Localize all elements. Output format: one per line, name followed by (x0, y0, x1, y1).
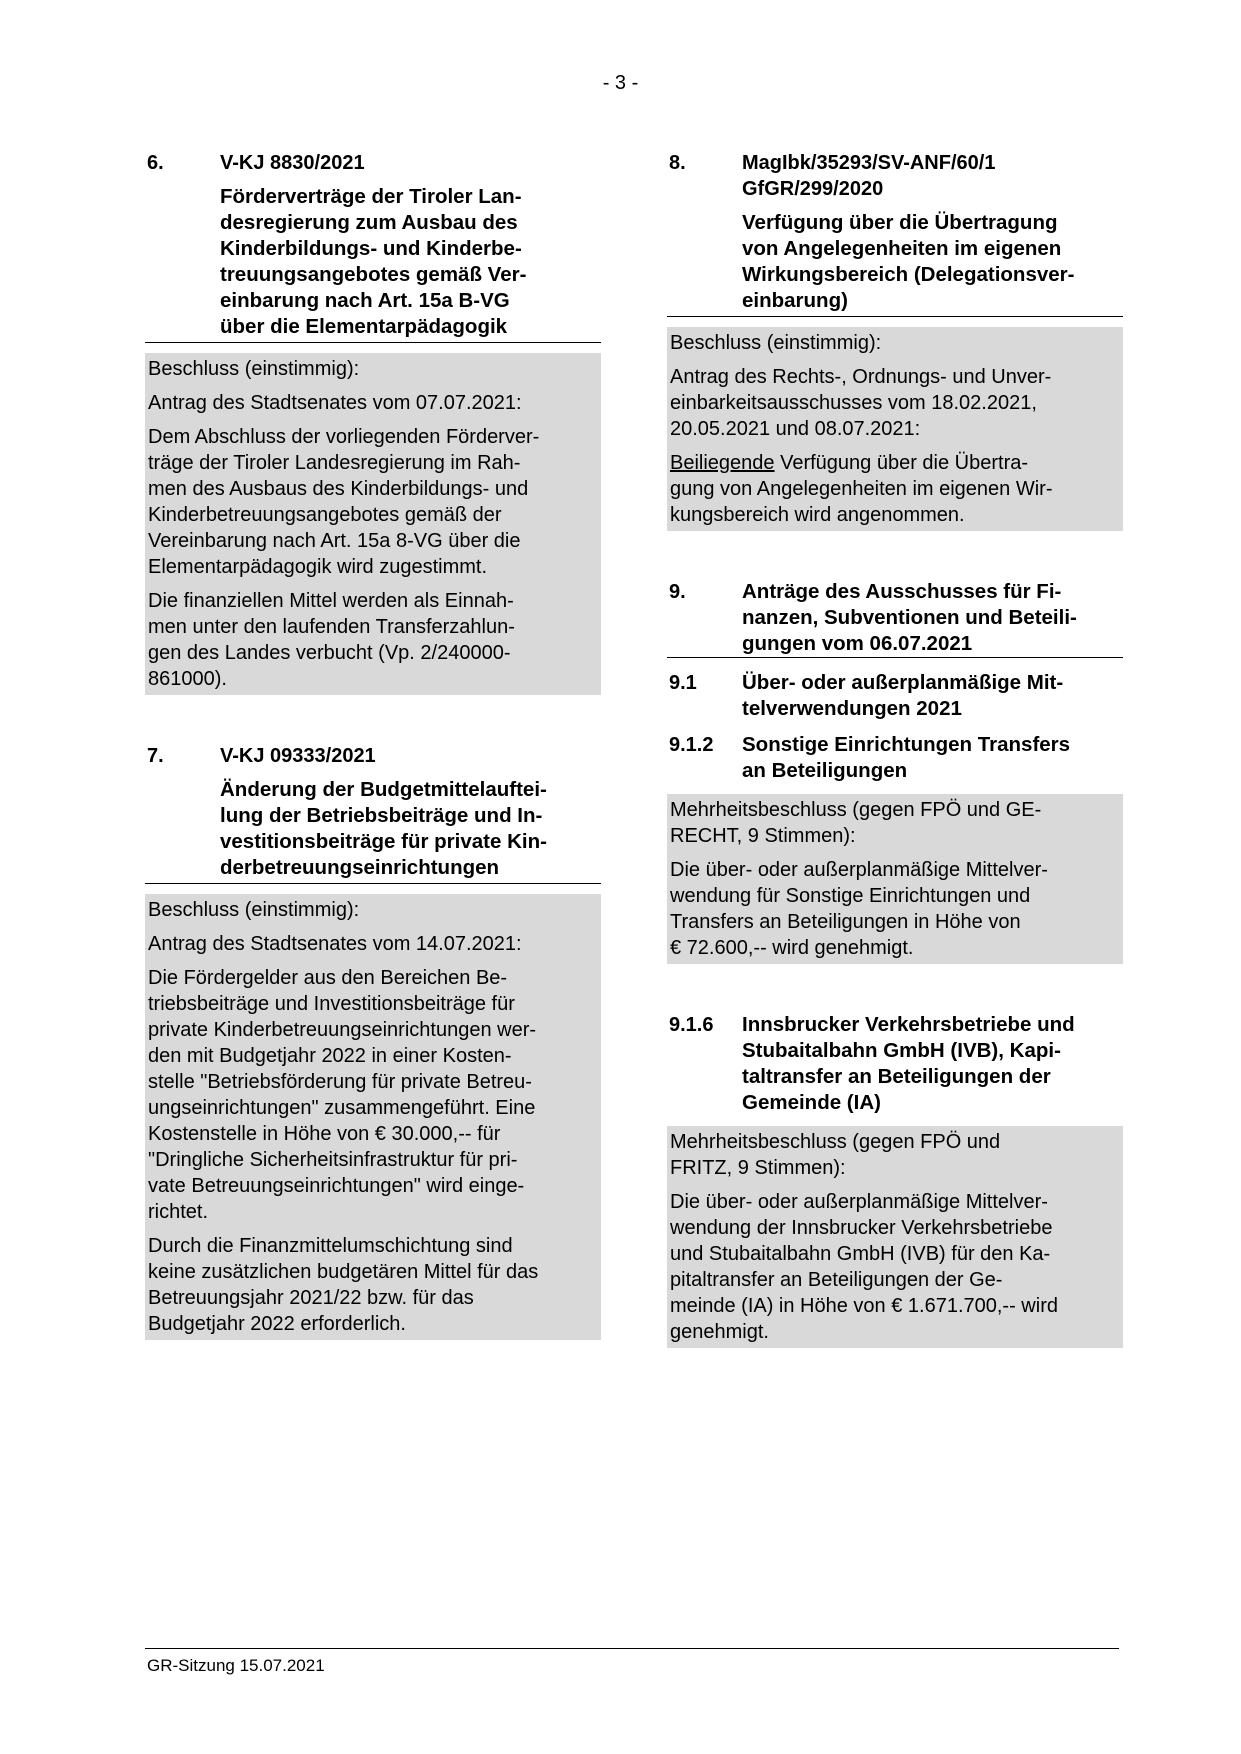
resolution-text: Die über- oder außerplanmäßige Mittelver- wendung für Sonstige Einrichtungen und Transfers an Beteiligungen in Höhe von € 72.600,-- wird genehmigt. (670, 859, 1048, 959)
subitem-title: Über- oder außerplanmäßige Mit- telverwendungen 2021 (742, 671, 1064, 720)
footer-text: GR-Sitzung 15.07.2021 (147, 1656, 325, 1675)
item-number: 6. (147, 152, 164, 174)
item-reference: V-KJ 09333/2021 (220, 745, 376, 767)
motion-label: Antrag des Stadtsenates vom 07.07.2021: (148, 392, 522, 414)
motion-label: Antrag des Rechts-, Ordnungs- und Unver- einbarkeitsausschusses vom 18.02.2021, 20.05.2021 und 08.07.2021: (670, 366, 1052, 440)
decision-label: Beschluss (einstimmig): (148, 899, 360, 921)
decision-label: Beschluss (einstimmig): (148, 358, 360, 380)
divider (667, 657, 1123, 658)
agenda-item-6 (145, 150, 601, 695)
subitem-number: 9.1 (669, 672, 697, 694)
item-title: Verfügung über die Übertragung von Angelegenheiten im eigenen Wirkungsbereich (Delegationsver- einbarung) (742, 211, 1075, 312)
agenda-item-9 (667, 579, 1123, 1348)
item-number: 8. (669, 152, 686, 174)
item-reference: V-KJ 8830/2021 (220, 152, 365, 174)
decision-label: Mehrheitsbeschluss (gegen FPÖ und GE- RECHT, 9 Stimmen): (670, 799, 1042, 847)
page-number: - 3 - (602, 72, 639, 94)
footer-divider (145, 1648, 1119, 1649)
agenda-item-7 (145, 743, 601, 1340)
subitem-title: Innsbrucker Verkehrsbetriebe und Stubaitalbahn GmbH (IVB), Kapi- taltransfer an Beteiligungen der Gemeinde (IA) (742, 1013, 1075, 1114)
resolution-text: Die Fördergelder aus den Bereichen Be- triebsbeiträge und Investitionsbeiträge für private Kinderbetreuungseinrichtungen wer- den mit Budgetjahr 2022 in einer Kosten- stelle "Betriebsförderung für private Betreu- ungseinrichtungen" zusammengeführt. Eine Kostenstelle in Höhe von € 30.000,-- für "Dringliche Sicherheitsinfrastruktur für pri- vate Betreuungseinrichtungen" wird einge- richtet. (148, 967, 537, 1223)
resolution-text: Dem Abschluss der vorliegenden Förderver- träge der Tiroler Landesregierung im Rah- men des Ausbaus des Kinderbildungs- und Kinderbetreuungsangebotes gemäß der Vereinbarung nach Art. 15a 8-VG über die Elementarpädagogik wird zugestimmt. (148, 426, 540, 578)
subitem-9-1 (667, 670, 1123, 722)
decision-label: Beschluss (einstimmig): (670, 332, 882, 354)
resolution-text: Die finanziellen Mittel werden als Einnah- men unter den laufenden Transferzahlun- gen des Landes verbucht (Vp. 2/240000- 861000). (148, 590, 515, 690)
resolution-text: Beiliegende Verfügung über die Übertra- gung von Angelegenheiten im eigenen Wir- kungsbereich wird angenommen. (670, 452, 1053, 526)
decision-label: Mehrheitsbeschluss (gegen FPÖ und FRITZ, 9 Stimmen): (670, 1131, 1001, 1179)
item-title: Förderverträge der Tiroler Lan- desregierung zum Ausbau des Kinderbildungs- und Kinderbe- treuungsangebotes gemäß Ver- einbarung nach Art. 15a B-VG über die Elementarpädagogik (220, 185, 527, 338)
item-number: 9. (669, 581, 686, 603)
item-number: 7. (147, 745, 164, 767)
resolution-block (667, 327, 1123, 531)
subitem-number: 9.1.2 (669, 734, 714, 756)
left-column (145, 150, 601, 1340)
divider (667, 316, 1123, 317)
resolution-block (145, 353, 601, 695)
resolution-block (667, 1126, 1123, 1348)
resolution-text: Durch die Finanzmittelumschichtung sind keine zusätzlichen budgetären Mittel für das Betreuungsjahr 2021/22 bzw. für das Budgetjahr 2022 erforderlich. (148, 1235, 539, 1335)
resolution-block (667, 794, 1123, 964)
motion-label: Antrag des Stadtsenates vom 14.07.2021: (148, 933, 522, 955)
agenda-item-8 (667, 150, 1123, 531)
right-column (667, 150, 1123, 1348)
item-title: Änderung der Budgetmittelauftei- lung der Betriebsbeiträge und In- vestitionsbeiträge für private Kin- derbetreuungseinrichtungen (220, 778, 547, 879)
resolution-block (145, 894, 601, 1340)
subitem-number: 9.1.6 (669, 1014, 714, 1036)
item-title: Anträge des Ausschusses für Fi- nanzen, Subventionen und Beteili- gungen vom 06.07.2021 (742, 580, 1077, 655)
subitem-9-1-2 (667, 732, 1123, 784)
subitem-title: Sonstige Einrichtungen Transfers an Beteiligungen (742, 733, 1071, 782)
item-reference: MagIbk/35293/SV-ANF/60/1 GfGR/299/2020 (742, 152, 996, 200)
resolution-text: Die über- oder außerplanmäßige Mittelver- wendung der Innsbrucker Verkehrsbetriebe und Stubaitalbahn GmbH (IVB) für den Ka- pitaltransfer an Beteiligungen der Ge- meinde (IA) in Höhe von € 1.671.700,-- wird genehmigt. (670, 1191, 1058, 1343)
divider (145, 883, 601, 884)
divider (145, 342, 601, 343)
subitem-9-1-6 (667, 1012, 1123, 1116)
